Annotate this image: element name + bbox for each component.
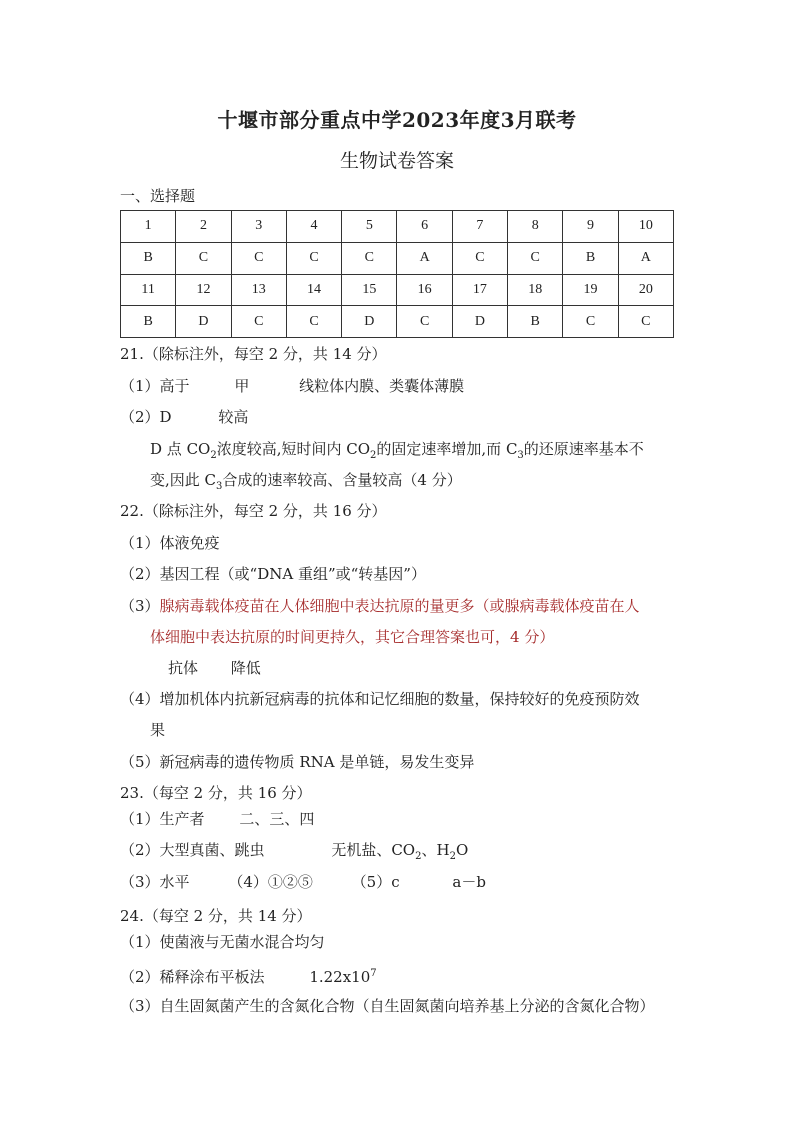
- q24-answer-3: （3）自生固氮菌产生的含氮化合物（自生固氮菌向培养基上分泌的含氮化合物）: [120, 997, 655, 1015]
- q23-3: （3）水平: [120, 873, 190, 891]
- answer-cell: A: [397, 242, 452, 274]
- q24-2b: $1.22x10^7$: [309, 968, 377, 986]
- q22-3-prefix: （3）: [120, 597, 160, 615]
- answer-cell: B: [508, 306, 563, 338]
- q21-exp-text: 浓度较高,短时间内 CO: [216, 440, 371, 458]
- question-number-cell: 1: [121, 211, 176, 243]
- question-number-cell: 11: [121, 274, 176, 306]
- q21-exp-text: 变,因此 C: [150, 471, 217, 489]
- answer-cell: D: [342, 306, 397, 338]
- q21-explain-2: [150, 470, 462, 497]
- q23-5b: a－b: [452, 873, 486, 891]
- question-number-cell: 18: [508, 274, 563, 306]
- q23-5a: （5）c: [351, 873, 400, 891]
- q23-1a: （1）生产者: [120, 810, 205, 828]
- q21-1b: 甲: [234, 377, 250, 395]
- question-number-cell: 14: [286, 274, 341, 306]
- question-number-cell: 5: [342, 211, 397, 243]
- answer-cell: C: [286, 306, 341, 338]
- q23-answer-3: [120, 872, 486, 892]
- q23-answer-1: [120, 809, 314, 829]
- answer-cell: C: [231, 242, 286, 274]
- answer-cell: B: [121, 242, 176, 274]
- answer-cell: A: [618, 242, 673, 274]
- q22-answer-1: （1）体液免疫: [120, 534, 220, 552]
- q24-2a: （2）稀释涂布平板法: [120, 968, 265, 986]
- q22-heading: 22.（除标注外，每空 2 分，共 16 分）: [120, 502, 387, 520]
- answer-table: [120, 210, 674, 338]
- q24-heading: 24.（每空 2 分，共 14 分）: [120, 907, 312, 925]
- question-number-cell: 6: [397, 211, 452, 243]
- answer-cell: C: [563, 306, 618, 338]
- question-number-cell: 3: [231, 211, 286, 243]
- q21-exp-text: 的还原速率基本不: [523, 440, 644, 458]
- q22-answer-3: [120, 596, 640, 616]
- q23-heading: 23.（每空 2 分，共 16 分）: [120, 784, 312, 802]
- section-heading: 一、选择题: [120, 187, 196, 205]
- q21-exp-sub: 3: [517, 450, 524, 461]
- answer-cell: B: [563, 242, 618, 274]
- question-number-cell: 15: [342, 274, 397, 306]
- q22-answer-3-b: [168, 658, 261, 678]
- q21-2b: 较高: [218, 408, 249, 426]
- question-number-cell: 20: [618, 274, 673, 306]
- q22-answer-2: （2）基因工程（或“DNA 重组”或“转基因”）: [120, 565, 426, 583]
- q22-3-line1: 腺病毒载体疫苗在人体细胞中表达抗原的量更多（或腺病毒载体疫苗在人: [159, 597, 640, 615]
- question-number-row: [121, 274, 674, 306]
- q24-answer-2: [120, 964, 377, 987]
- q22-answer-5: （5）新冠病毒的遗传物质 RNA 是单链，易发生变异: [120, 753, 475, 771]
- answer-cell: B: [121, 306, 176, 338]
- question-number-cell: 17: [452, 274, 507, 306]
- q21-exp-sub: 2: [210, 450, 217, 461]
- question-number-row: [121, 211, 674, 243]
- question-number-cell: 8: [508, 211, 563, 243]
- question-number-cell: 12: [176, 274, 231, 306]
- answer-cell: C: [231, 306, 286, 338]
- answer-row: [121, 242, 674, 274]
- q22-3b: 抗体: [168, 659, 199, 677]
- q22-answer-3-cont: 体细胞中表达抗原的时间更持久，其它合理答案也可，4 分）: [150, 628, 555, 646]
- answer-cell: C: [618, 306, 673, 338]
- question-number-cell: 16: [397, 274, 452, 306]
- q22-answer-4-cont: 果: [150, 721, 166, 739]
- q21-exp-sub: 2: [370, 450, 377, 461]
- q22-answer-4: （4）增加机体内抗新冠病毒的抗体和记忆细胞的数量，保持较好的免疫预防效: [120, 690, 640, 708]
- q21-explain-1: [150, 439, 644, 466]
- answer-cell: C: [286, 242, 341, 274]
- question-number-cell: 4: [286, 211, 341, 243]
- q23-4: （4）①②⑤: [228, 873, 313, 891]
- q21-1a: （1）高于: [120, 377, 190, 395]
- q22-3c: 降低: [230, 659, 261, 677]
- page-title: 十堰市部分重点中学2023年度3月联考: [217, 108, 577, 132]
- question-number-cell: 2: [176, 211, 231, 243]
- answer-cell: C: [176, 242, 231, 274]
- q21-exp-text: 合成的速率较高、含量较高（4 分）: [222, 471, 462, 489]
- q23-2a: （2）大型真菌、跳虫: [120, 841, 265, 859]
- question-number-cell: 19: [563, 274, 618, 306]
- page-subtitle: 生物试卷答案: [339, 150, 454, 172]
- answer-cell: C: [452, 242, 507, 274]
- answer-cell: C: [508, 242, 563, 274]
- answer-row: [121, 306, 674, 338]
- question-number-cell: 10: [618, 211, 673, 243]
- q21-answer-1: [120, 376, 464, 396]
- answer-cell: D: [176, 306, 231, 338]
- q21-exp-text: D 点 CO: [150, 440, 211, 458]
- answer-cell: D: [452, 306, 507, 338]
- q21-exp-text: 的固定速率增加,而 C: [376, 440, 518, 458]
- q21-heading: 21.（除标注外，每空 2 分，共 14 分）: [120, 345, 387, 363]
- answer-cell: C: [397, 306, 452, 338]
- q24-answer-1: （1）使菌液与无菌水混合均匀: [120, 933, 325, 951]
- q21-1c: 线粒体内膜、类囊体薄膜: [299, 377, 465, 395]
- answer-cell: C: [342, 242, 397, 274]
- q21-exp-sub: 3: [216, 481, 223, 492]
- q23-answer-2: [120, 840, 468, 867]
- question-number-cell: 7: [452, 211, 507, 243]
- q21-2a: （2）D: [120, 408, 172, 426]
- q23-1b: 二、三、四: [239, 810, 315, 828]
- question-number-cell: 13: [231, 274, 286, 306]
- question-number-cell: 9: [563, 211, 618, 243]
- q23-2b: 无机盐、$CO_2$、$H_2O$: [331, 841, 469, 862]
- q21-answer-2: [120, 407, 248, 427]
